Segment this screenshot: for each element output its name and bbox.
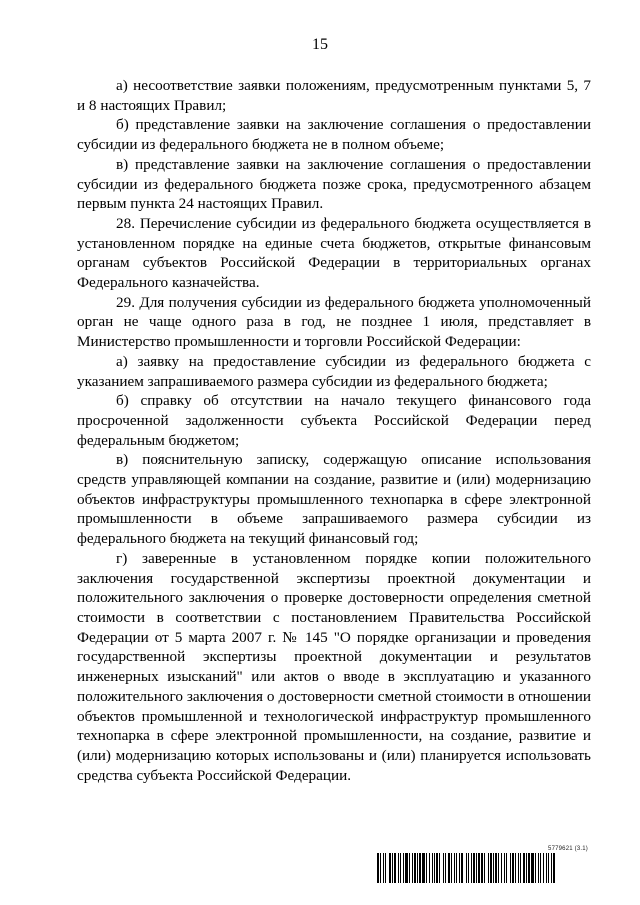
document-code: 5779621 (3.1) — [548, 846, 588, 852]
paragraph-29: 29. Для получения субсидии из федерального бюджета уполномоченный орган не чаще одного раза в год, не позднее 1 июля, представляет в Министерство промышленности и торговли Российской Федерации: — [77, 293, 591, 351]
document-body — [77, 76, 591, 785]
paragraph-29-v: в) пояснительную записку, содержащую описание использования средств управляющей компании на создание, развитие и (или) модернизацию объектов инфраструктуры промышленного технопарка в сфере электронной промышленности в объеме запрашиваемого размера субсидии из федерального бюджета на текущий финансовый год; — [77, 451, 591, 548]
paragraph-29-a: а) заявку на предоставление субсидии из федерального бюджета с указанием запрашиваемого размера субсидии из федерального бюджета; — [77, 352, 591, 390]
paragraph-29-g: г) заверенные в установленном порядке копии положительного заключения государственной экспертизы проектной документации и положительного заключения о проверке достоверности определения сметной стоимости в соответствии с постановлением Правительства Российской Федерации от 5 марта 2007 г. № 145 "О порядке организации и проведения государственной экспертизы проектной документации и результатов инженерных изысканий" или актов о вводе в эксплуатацию и указанного положительного заключения о достоверности сметной стоимости в отношении объектов промышленной и технологической инфраструктур промышленного технопарка в сфере электронной промышленности, на создание, развитие и (или) модернизацию которых использованы и (или) планируется использовать средства субъекта Российской Федерации. — [77, 549, 591, 784]
barcode-bar — [553, 853, 555, 883]
page-number: 15 — [312, 36, 328, 53]
paragraph-29-b: б) справку об отсутствии на начало текущего финансового года просроченной задолженности субъекта Российской Федерации перед федеральным бюджетом; — [77, 392, 591, 449]
barcode-image — [377, 853, 590, 883]
paragraph-v-late: в) представление заявки на заключение соглашения о предоставлении субсидии из федерального бюджета позже срока, предусмотренного абзацем первым пункта 24 настоящих Правил. — [77, 155, 591, 213]
paragraph-28: 28. Перечисление субсидии из федерального бюджета осуществляется в установленном порядке на единые счета бюджетов, открытые финансовым органам субъектов Российской Федерации в территориальных органах Федерального казначейства. — [77, 214, 591, 292]
paragraph-a-nonconformity: а) несоответствие заявки положениям, предусмотренным пунктами 5, 7 и 8 настоящих Правил; — [77, 77, 591, 114]
paragraph-b-incomplete: б) представление заявки на заключение соглашения о предоставлении субсидии из федерального бюджета не в полном объеме; — [77, 116, 591, 154]
